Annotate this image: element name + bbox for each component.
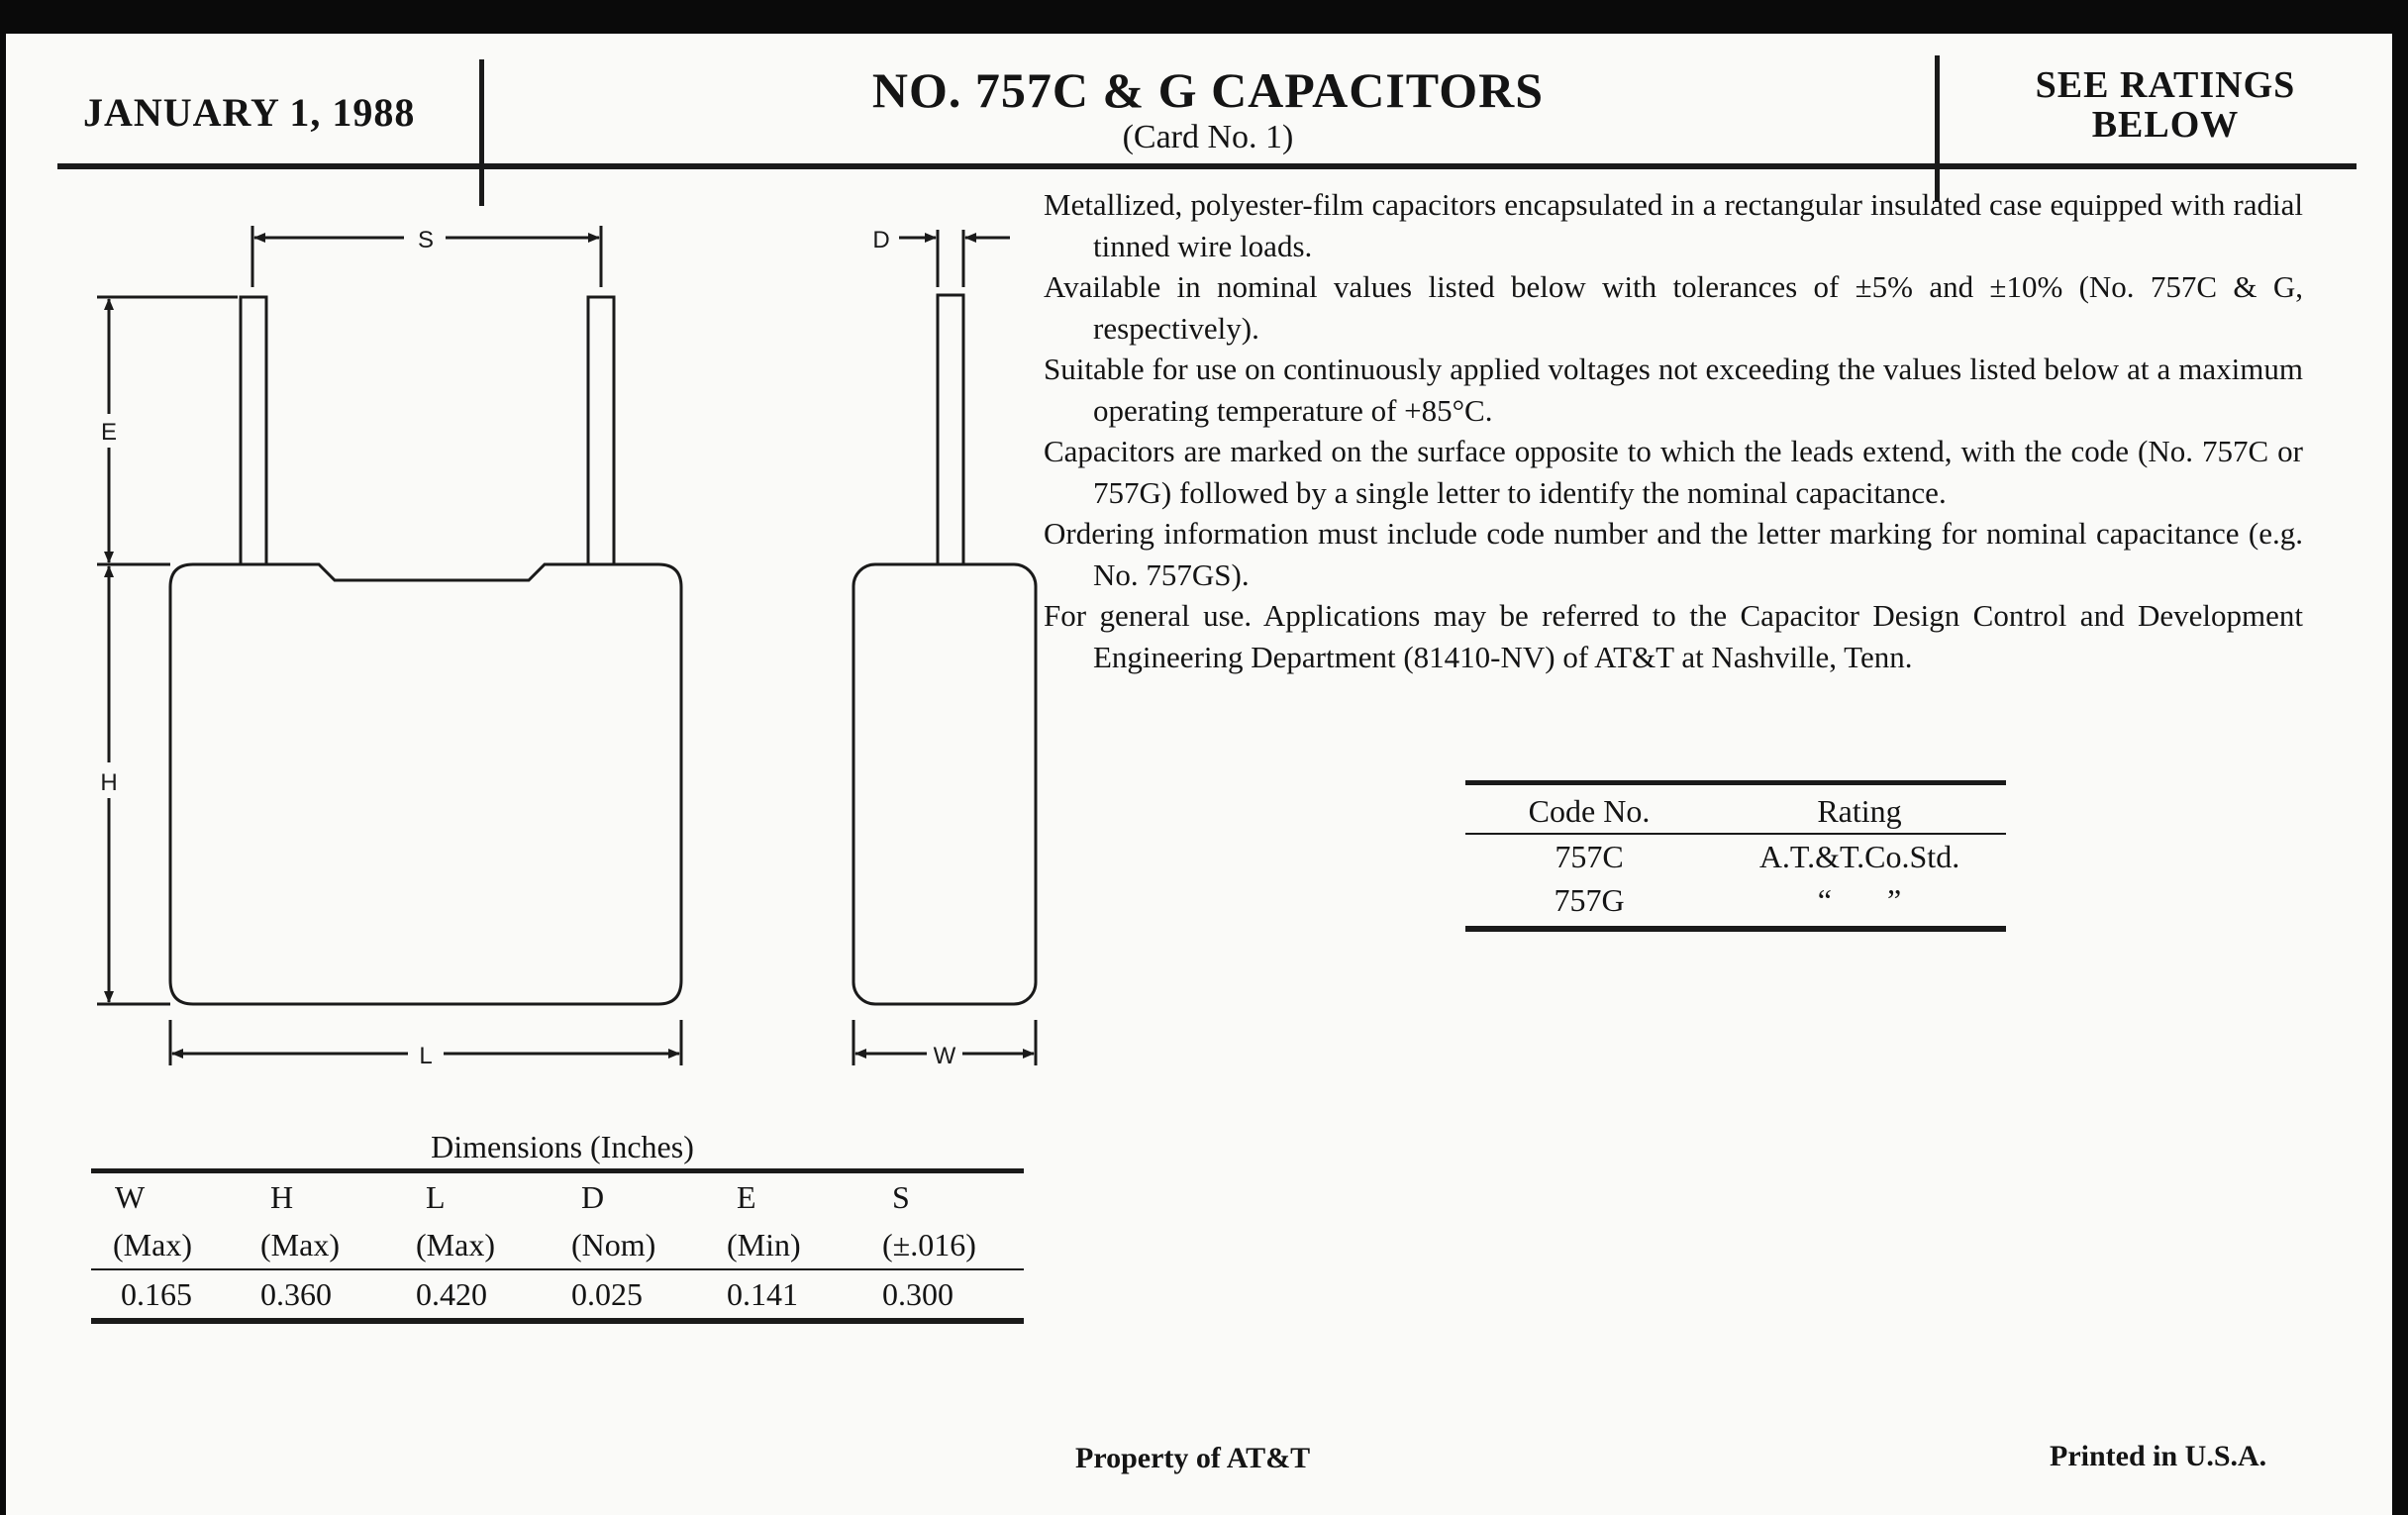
card-subtitle: (Card No. 1)	[1122, 119, 1294, 155]
rating-table-top-rule	[1465, 780, 2006, 785]
table-row	[1465, 878, 2006, 922]
dim-qualifier: (Max)	[416, 1227, 495, 1262]
dim-header-d: D	[581, 1179, 605, 1215]
footer-property: Property of AT&T	[1075, 1442, 1311, 1474]
rating-value-cell: “ ”	[1817, 882, 1902, 918]
dim-value: 0.360	[260, 1276, 332, 1312]
dim-header-h: H	[270, 1179, 294, 1215]
description-block	[1044, 184, 2303, 677]
dim-header-e: E	[737, 1179, 756, 1215]
l-label: L	[419, 1043, 433, 1069]
rating-code-cell: 757C	[1555, 839, 1624, 874]
dim-value: 0.165	[121, 1276, 192, 1312]
dim-value: 0.141	[727, 1276, 798, 1312]
ratings-note-line1: SEE RATINGS	[2035, 64, 2296, 106]
dim-qualifier: (Max)	[113, 1227, 192, 1262]
dimensions-caption: Dimensions (Inches)	[431, 1129, 694, 1164]
dim-qualifier: (±.016)	[882, 1227, 976, 1262]
dim-header-l: L	[426, 1179, 446, 1215]
dimensions-qualifier-row	[91, 1221, 1024, 1268]
dim-value: 0.025	[571, 1276, 643, 1312]
rating-header-code: Code No.	[1528, 793, 1651, 829]
dim-header-s: S	[892, 1179, 910, 1215]
dim-value: 0.420	[416, 1276, 487, 1312]
h-label: H	[100, 769, 118, 796]
dimensions-header-row	[91, 1173, 1024, 1221]
rating-value-cell: A.T.&T.Co.Std.	[1758, 839, 1960, 874]
dim-header-w: W	[115, 1179, 146, 1215]
description-paragraph: Capacitors are marked on the surface opposite to which the leads extend, with the code (No. 757C or 757G) followed by a single letter to identify the nominal capacitance.	[1044, 434, 2303, 510]
description-paragraph: Available in nominal values listed below with tolerances of ±5% and ±10% (No. 757C & G, respectively).	[1044, 269, 2303, 346]
dimensions-value-row	[91, 1270, 1024, 1318]
front-lead-left	[241, 297, 266, 564]
d-label: D	[872, 227, 890, 253]
w-label: W	[933, 1043, 956, 1069]
dimensions-table	[91, 1125, 1024, 1324]
rating-header-rating: Rating	[1817, 793, 1902, 829]
dim-value: 0.300	[882, 1276, 953, 1312]
front-lead-right	[588, 297, 614, 564]
footer-printed: Printed in U.S.A.	[2050, 1440, 2267, 1472]
description-paragraph: Ordering information must include code number and the letter marking for nominal capacitance (e.g. No. 757GS).	[1044, 516, 2303, 592]
dim-qualifier: (Min)	[727, 1227, 801, 1262]
description-paragraph: Suitable for use on continuously applied voltages not exceeding the values listed below at a maximum operating temperature of +85°C.	[1044, 352, 2303, 428]
ratings-note-line2: BELOW	[2091, 104, 2240, 146]
table-row	[1465, 835, 2006, 878]
card-title: NO. 757C & G CAPACITORS	[871, 62, 1545, 118]
side-body	[853, 564, 1036, 1004]
side-lead	[938, 295, 963, 564]
description-paragraph: Metallized, polyester-film capacitors encapsulated in a rectangular insulated case equipped with radial tinned wire loads.	[1044, 187, 2303, 263]
e-label: E	[100, 419, 118, 446]
rating-code-cell: 757G	[1554, 882, 1625, 918]
dim-qualifier: (Nom)	[571, 1227, 656, 1262]
s-label: S	[417, 227, 435, 253]
description-paragraph: For general use. Applications may be referred to the Capacitor Design Control and Development Engineering Department (81410-NV) of AT&T at Nashville, Tenn.	[1044, 598, 2303, 674]
rating-table	[1465, 780, 2006, 932]
dimensions-bottom-rule	[91, 1318, 1024, 1324]
rating-table-bottom-rule	[1465, 926, 2006, 932]
dim-qualifier: (Max)	[260, 1227, 340, 1262]
card-date: JANUARY 1, 1988	[83, 90, 416, 135]
front-body	[170, 564, 681, 1004]
rating-table-header	[1465, 789, 2006, 833]
